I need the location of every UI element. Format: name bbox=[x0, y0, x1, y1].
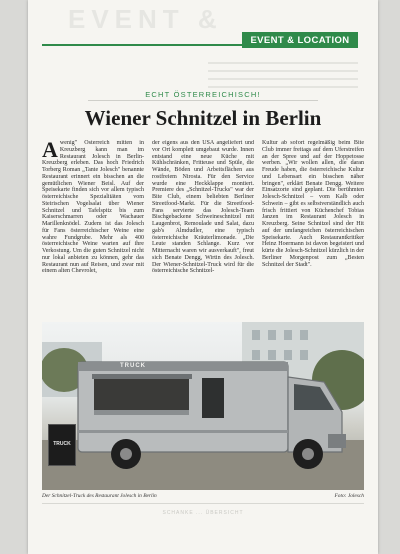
truck-sign: TRUCK bbox=[120, 363, 146, 369]
ghost-heading: EVENT & bbox=[68, 4, 223, 34]
article-title: Wiener Schnitzel in Berlin bbox=[84, 106, 322, 130]
text-column-1 bbox=[42, 140, 144, 316]
menu-board-label: TRUCK bbox=[53, 441, 71, 447]
truck-illustration bbox=[42, 322, 364, 490]
drop-cap: A bbox=[42, 140, 58, 162]
text-column-3 bbox=[262, 140, 364, 316]
photo-credit: Foto: Jolesch bbox=[334, 493, 364, 499]
magazine-page bbox=[28, 0, 378, 554]
photo-caption: Der Schnitzel-Truck des Restaurant Jolesch in Berlin bbox=[42, 493, 157, 499]
column-3-text: Kultur ab sofort regelmäßig beim Bite Club immer freitags auf dem Uferstreifen an der Spree und auf der Hoppetosse werben. „Wir wollen allen, die daran Freude haben, die österreichische Kultur und Lebensart ein bisschen näher bringen", erklärt Benate Dengg. Weitere Einsatzorte sind geplant. Die berühmten Jolesch-Schnitzel – vom Kalb oder Schwein – gibt es selbstverständlich auch frisch frittiert von Küchenchef Tobias Janzen im Restaurant Jolesch in Kreuzberg. Seine Schnitzel sind der Hit auf der umfangreichen österreichischen Speisekarte. Auch Restaurantkritiker Heinz Hoermann ist davon begeistert und kürte die Jolesch-Schnitzel kürzlich in der Berliner Morgenpost zum „Besten Schnitzel der Stadt". bbox=[262, 140, 364, 268]
bottom-rule bbox=[42, 503, 364, 504]
section-tag: EVENT & LOCATION bbox=[242, 32, 358, 48]
kicker-rule bbox=[88, 100, 318, 101]
text-column-2 bbox=[152, 140, 254, 316]
menu-board-icon bbox=[48, 424, 76, 466]
article-kicker: ECHT ÖSTERREICHISCH! bbox=[145, 90, 261, 99]
header-rule bbox=[42, 44, 242, 46]
column-1-text: wenig" Österreich mitten in Kreuzberg kann man im Restaurant Jolesch in Berlin-Kreuzberg erleben. Das hoch Friedrich Torberg Roman „Tante Jolesch" benannte Restaurant erinnert ein bisschen an die gemütlichen Wiener Beisl. Auf der Speisekarte finden sich vor allem typisch österreichische Spezialitäten vom Steirischen Vogelsalat über Wiener Schnitzel und Tafelspitz bis zum Kaiserschmarren oder Wachauer Marillenknödel. Zudem ist das Jolesch für Fans österreichischer Weine eine wahre Fundgrube. Mehr als 400 österreichische Weine warten auf ihre Verkostung. Um die guten Schnitzel nicht nur lokal anbieten zu können, gehr das Restaurant nun auf Reisen, und zwar mit einem alten Chevrolet, bbox=[42, 140, 144, 275]
column-2-text: der eigens aus den USA angeliefert und vor Ort komplett umgebaut wurde. Innen entstand eine neue Küche mit Kühlschränken, Fritteuse und Spüle, die Wände, Böden und Arbeitsflächen aus rostfreiem Nirosta. Für den Service wurde eine Heckklappe montiert. Premiere des „Schnitzel-Trucks" war der Bite Club, einem beliebten Berliner Streetfood-Markt. Für die Streetfood-Fans servierte das Jolesch-Team Bischgebackene Schweineschnitzel mit Laugenbrot, Remoulade und Salat, dazu gab's Almdudler, eine typisch österreichische Kräuterlimonade. „Die Leute standen Schlange. Kurz vor Mitternacht waren wir ausverkauft", freut sich Benate Dengg, Wirtin des Jolesch. Der Wiener-Schnitzel-Truck wird für die österreichische Schnitzel- bbox=[152, 140, 254, 275]
truck-photo bbox=[42, 322, 364, 490]
article-body bbox=[42, 140, 364, 316]
footer-bleed-text: SCHANKE ... ÜBERSICHT bbox=[162, 510, 244, 516]
